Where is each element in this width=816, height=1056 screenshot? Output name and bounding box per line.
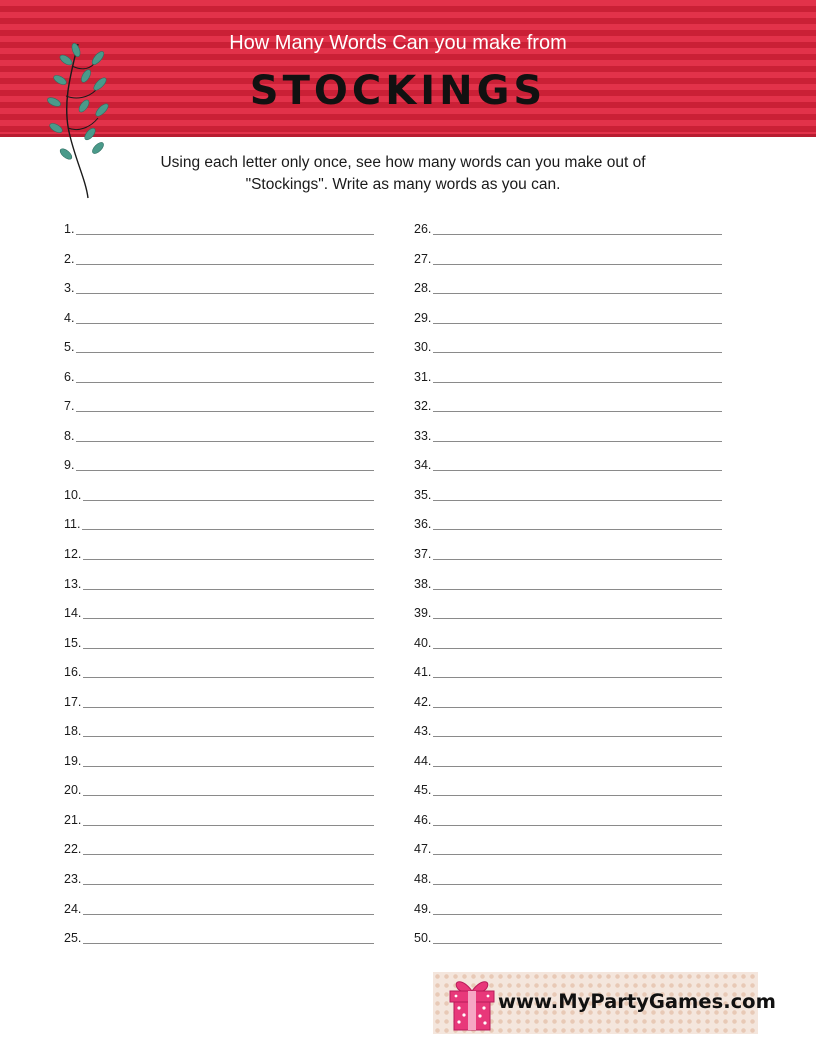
answer-row bbox=[414, 488, 722, 518]
answer-number: 35. bbox=[414, 487, 432, 502]
instructions bbox=[110, 152, 696, 196]
answer-row bbox=[414, 577, 722, 607]
answer-number: 38. bbox=[414, 576, 432, 591]
answer-line[interactable] bbox=[83, 854, 374, 855]
answer-number: 44. bbox=[414, 753, 432, 768]
answer-row bbox=[64, 399, 374, 429]
answer-line[interactable] bbox=[83, 648, 374, 649]
answer-number: 10. bbox=[64, 487, 82, 502]
answer-number: 45. bbox=[414, 783, 432, 798]
answer-line[interactable] bbox=[76, 323, 374, 324]
answer-row bbox=[64, 931, 374, 961]
answer-number: 32. bbox=[414, 399, 432, 414]
answer-line[interactable] bbox=[433, 736, 722, 737]
answer-number: 25. bbox=[64, 931, 82, 946]
answer-line[interactable] bbox=[433, 234, 722, 235]
answer-line[interactable] bbox=[76, 441, 374, 442]
answer-column-right bbox=[414, 222, 722, 961]
answer-row bbox=[64, 222, 374, 252]
answer-row bbox=[64, 252, 374, 282]
answer-row bbox=[414, 754, 722, 784]
answer-row bbox=[64, 606, 374, 636]
answer-number: 19. bbox=[64, 753, 82, 768]
answer-row bbox=[64, 429, 374, 459]
page-subtitle: How Many Words Can you make from bbox=[229, 32, 567, 54]
answer-row bbox=[414, 340, 722, 370]
answer-line[interactable] bbox=[76, 411, 374, 412]
answer-number: 50. bbox=[414, 931, 432, 946]
answer-number: 49. bbox=[414, 901, 432, 916]
answer-number: 34. bbox=[414, 458, 432, 473]
answer-row bbox=[64, 517, 374, 547]
answer-line[interactable] bbox=[433, 559, 722, 560]
answer-number: 22. bbox=[64, 842, 82, 857]
answer-line[interactable] bbox=[76, 470, 374, 471]
answer-row bbox=[64, 311, 374, 341]
answer-row bbox=[64, 783, 374, 813]
answer-row bbox=[64, 547, 374, 577]
answer-line[interactable] bbox=[433, 441, 722, 442]
answer-number: 17. bbox=[64, 694, 82, 709]
answer-number: 16. bbox=[64, 665, 82, 680]
answer-number: 43. bbox=[414, 724, 432, 739]
answer-line[interactable] bbox=[433, 854, 722, 855]
answer-line[interactable] bbox=[83, 766, 374, 767]
answer-number: 31. bbox=[414, 369, 432, 384]
answer-line[interactable] bbox=[83, 943, 374, 944]
answer-row bbox=[414, 872, 722, 902]
answer-line[interactable] bbox=[76, 234, 374, 235]
answer-line[interactable] bbox=[83, 618, 374, 619]
answer-number: 39. bbox=[414, 606, 432, 621]
answer-line[interactable] bbox=[433, 323, 722, 324]
answer-number: 30. bbox=[414, 340, 432, 355]
answer-number: 11. bbox=[64, 517, 81, 532]
answer-row bbox=[414, 665, 722, 695]
answer-number: 33. bbox=[414, 428, 432, 443]
answer-line[interactable] bbox=[83, 677, 374, 678]
site-url[interactable]: www.MyPartyGames.com bbox=[498, 990, 776, 1013]
answer-line[interactable] bbox=[433, 884, 722, 885]
answer-row bbox=[64, 754, 374, 784]
answer-number: 12. bbox=[64, 547, 82, 562]
leaf-branch-icon bbox=[40, 36, 120, 202]
answer-line[interactable] bbox=[76, 352, 374, 353]
answer-row bbox=[64, 842, 374, 872]
answer-row bbox=[64, 577, 374, 607]
answer-number: 48. bbox=[414, 872, 432, 887]
answer-number: 2. bbox=[64, 251, 75, 266]
answer-number: 47. bbox=[414, 842, 432, 857]
answer-row bbox=[64, 665, 374, 695]
gift-box-icon bbox=[444, 975, 500, 1033]
answer-number: 5. bbox=[64, 340, 75, 355]
answer-line[interactable] bbox=[76, 382, 374, 383]
answer-line[interactable] bbox=[433, 648, 722, 649]
answer-row bbox=[414, 547, 722, 577]
page-title: STOCKINGS bbox=[249, 68, 547, 114]
answer-row bbox=[414, 311, 722, 341]
answer-number: 37. bbox=[414, 547, 432, 562]
answer-line[interactable] bbox=[433, 618, 722, 619]
answer-number: 27. bbox=[414, 251, 432, 266]
instructions-line-1: Using each letter only once, see how many words can you make out of bbox=[160, 154, 646, 171]
answer-number: 40. bbox=[414, 635, 432, 650]
answer-row bbox=[414, 222, 722, 252]
answer-line[interactable] bbox=[83, 500, 374, 501]
answer-line[interactable] bbox=[433, 264, 722, 265]
answer-row bbox=[64, 488, 374, 518]
answer-line[interactable] bbox=[433, 529, 722, 530]
answer-number: 26. bbox=[414, 222, 432, 236]
answer-line[interactable] bbox=[83, 589, 374, 590]
answer-line[interactable] bbox=[433, 470, 722, 471]
answer-line[interactable] bbox=[433, 943, 722, 944]
answer-number: 42. bbox=[414, 694, 432, 709]
answer-number: 20. bbox=[64, 783, 82, 798]
answer-row bbox=[414, 636, 722, 666]
answer-line[interactable] bbox=[83, 914, 374, 915]
answer-number: 18. bbox=[64, 724, 82, 739]
answer-number: 21. bbox=[64, 812, 82, 827]
answer-line[interactable] bbox=[83, 707, 374, 708]
answer-row bbox=[64, 813, 374, 843]
answer-row bbox=[414, 724, 722, 754]
answer-line[interactable] bbox=[433, 589, 722, 590]
answer-line[interactable] bbox=[433, 677, 722, 678]
answer-row bbox=[414, 606, 722, 636]
answer-number: 4. bbox=[64, 310, 75, 325]
answer-line[interactable] bbox=[83, 736, 374, 737]
answer-row bbox=[64, 281, 374, 311]
answer-line[interactable] bbox=[433, 914, 722, 915]
answer-row bbox=[64, 636, 374, 666]
answer-row bbox=[414, 783, 722, 813]
answer-row bbox=[414, 517, 722, 547]
answer-row bbox=[414, 842, 722, 872]
answer-number: 13. bbox=[64, 576, 82, 591]
answer-number: 1. bbox=[64, 222, 75, 236]
answer-line[interactable] bbox=[433, 500, 722, 501]
answer-line[interactable] bbox=[433, 707, 722, 708]
answer-row bbox=[64, 458, 374, 488]
answer-line[interactable] bbox=[433, 795, 722, 796]
answer-row bbox=[414, 429, 722, 459]
answer-number: 9. bbox=[64, 458, 75, 473]
answer-line[interactable] bbox=[433, 766, 722, 767]
answer-row bbox=[64, 695, 374, 725]
answer-line[interactable] bbox=[76, 264, 374, 265]
answer-number: 23. bbox=[64, 872, 82, 887]
answer-number: 41. bbox=[414, 665, 432, 680]
answer-row bbox=[64, 340, 374, 370]
answer-number: 36. bbox=[414, 517, 432, 532]
answer-number: 8. bbox=[64, 428, 75, 443]
banner-edge bbox=[0, 134, 816, 137]
answer-line[interactable] bbox=[433, 825, 722, 826]
answer-row bbox=[414, 252, 722, 282]
answer-row bbox=[414, 458, 722, 488]
answer-row bbox=[64, 872, 374, 902]
answer-row bbox=[64, 902, 374, 932]
answer-line[interactable] bbox=[83, 795, 374, 796]
answer-line[interactable] bbox=[83, 559, 374, 560]
answer-line[interactable] bbox=[82, 529, 374, 530]
answer-line[interactable] bbox=[433, 382, 722, 383]
answer-row bbox=[414, 281, 722, 311]
answer-number: 3. bbox=[64, 281, 75, 296]
answer-number: 29. bbox=[414, 310, 432, 325]
answer-row bbox=[414, 931, 722, 961]
answer-line[interactable] bbox=[83, 825, 374, 826]
answer-line[interactable] bbox=[76, 293, 374, 294]
answer-line[interactable] bbox=[83, 884, 374, 885]
answer-row bbox=[414, 902, 722, 932]
answer-number: 14. bbox=[64, 606, 82, 621]
answer-number: 46. bbox=[414, 812, 432, 827]
answer-row bbox=[64, 370, 374, 400]
answer-row bbox=[414, 813, 722, 843]
answer-column-left bbox=[64, 222, 374, 961]
answer-row bbox=[64, 724, 374, 754]
answer-number: 6. bbox=[64, 369, 75, 384]
answer-row bbox=[414, 399, 722, 429]
answer-number: 7. bbox=[64, 399, 75, 414]
answer-number: 15. bbox=[64, 635, 82, 650]
instructions-line-2: "Stockings". Write as many words as you can. bbox=[245, 176, 561, 193]
answer-row bbox=[414, 695, 722, 725]
answer-line[interactable] bbox=[433, 293, 722, 294]
answer-number: 28. bbox=[414, 281, 432, 296]
answer-number: 24. bbox=[64, 901, 82, 916]
answer-row bbox=[414, 370, 722, 400]
answer-line[interactable] bbox=[433, 352, 722, 353]
answer-line[interactable] bbox=[433, 411, 722, 412]
